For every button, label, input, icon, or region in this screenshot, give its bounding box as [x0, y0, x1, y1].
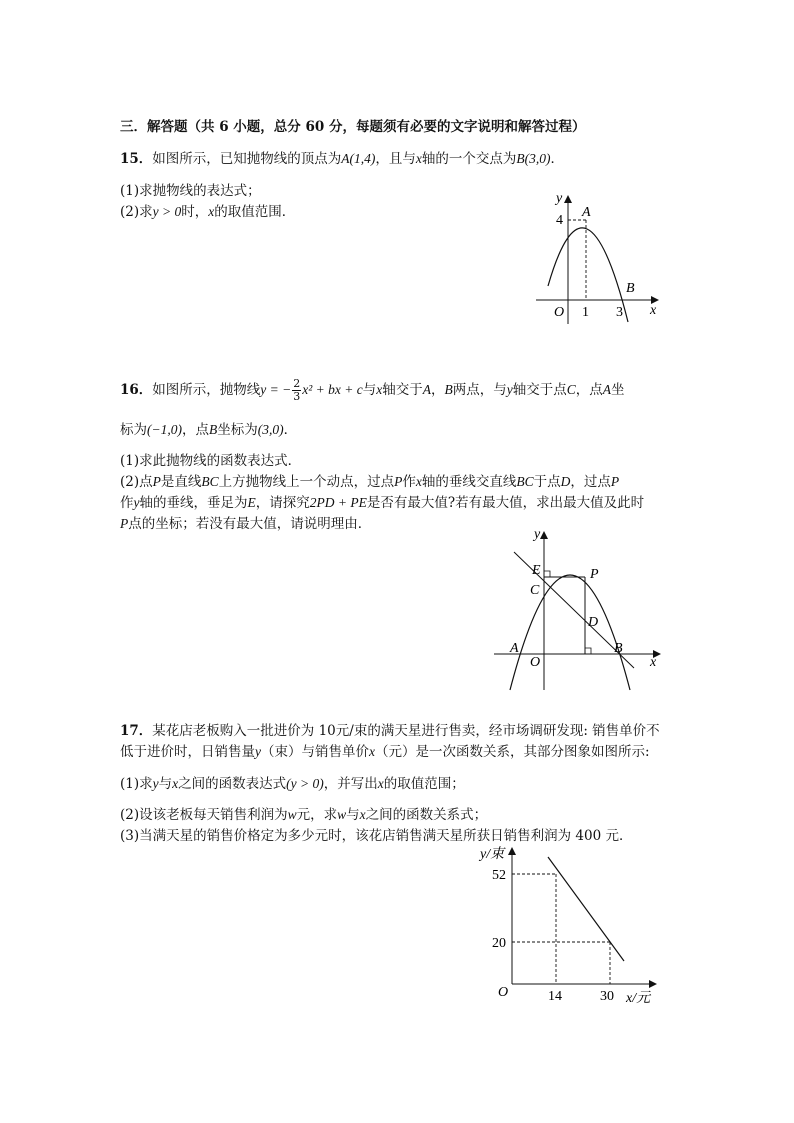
fig15-tick-4: 4 [556, 213, 563, 228]
fig16-point-b-label: B [614, 641, 623, 656]
parabola-curve [510, 575, 630, 690]
fraction-two-thirds: $\frac{2}{3}$ [293, 377, 301, 403]
fig15-tick-1: 1 [582, 305, 589, 320]
fig17-y-label: y/束 [480, 847, 505, 862]
q15-part2: (2)求y > 0时，x的取值范围． [120, 204, 296, 220]
fig16-point-p-label: P [590, 567, 599, 582]
q16-part1: (1)求此抛物线的函数表达式． [120, 453, 302, 469]
q17-number: 17． [120, 723, 153, 739]
fig16-point-e-label: E [532, 563, 541, 578]
q16-part2-line3: P点的坐标；若没有最大值，请说明理由． [120, 516, 372, 532]
right-angle-mark-e [544, 571, 550, 577]
right-angle-mark-foot [585, 648, 591, 654]
fig17-x-label: x/元 [626, 991, 651, 1006]
q16-part2-line2: 作y轴的垂线，垂足为E，请探究2PD + PE是否有最大值?若有最大值，求出最大值及此时 [120, 495, 645, 511]
q15-part1: (1)求抛物线的表达式； [120, 183, 261, 199]
fig17-tick-20: 20 [492, 936, 506, 951]
q16-stem-line2: 标为(−1,0)，点B坐标为(3,0)． [120, 422, 298, 438]
fig17-tick-52: 52 [492, 868, 506, 883]
fig16-point-c-label: C [530, 583, 540, 598]
q15-number: 15． [120, 151, 153, 167]
q15-stem: 15．如图所示，已知抛物线的顶点为A(1,4)，且与x轴的一个交点为B(3,0)． [120, 151, 565, 167]
fig16-x-label: x [650, 655, 657, 670]
q16-part2-line1: (2)点P是直线BC上方抛物线上一个动点，过点P作x轴的垂线交直线BC于点D，过点P [120, 474, 620, 490]
fig17-origin-label: O [498, 985, 509, 1000]
q17-part2: (2)设该老板每天销售利润为w元，求w与x之间的函数关系式； [120, 807, 488, 823]
sales-line [548, 857, 624, 961]
fig16-point-a-label: A [510, 641, 519, 656]
fig16-origin-label: O [530, 655, 541, 670]
q17-stem-line1: 17．某花店老板购入一批进价为 10元/束的满天星进行售卖，经市场调研发现: 销售单价不 [120, 723, 660, 739]
fig15-point-b-label: B [626, 281, 635, 296]
q17-part3: (3)当满天星的销售价格定为多少元时，该花店销售满天星所获日销售利润为 400 元． [120, 828, 633, 844]
q16-stem-line1: 16．如图所示，抛物线y = − $\frac{2}{3}$ x² + bx + c与x轴交于A，B两点，与y轴交于点C，点A坐 [120, 377, 625, 403]
fig15-point-a-label: A [582, 205, 591, 220]
q17-linear-figure [472, 842, 672, 1010]
fig17-tick-30: 30 [600, 989, 614, 1004]
q16-parabola-figure [488, 526, 668, 696]
fig15-origin-label: O [554, 305, 565, 320]
fig15-x-label: x [650, 303, 657, 318]
section-title: 三．解答题（共 6 小题，总分 60 分，每题须有必要的文字说明和解答过程） [120, 119, 586, 135]
q17-stem-line2: 低于进价时，日销售量y（束）与销售单价x（元）是一次函数关系，其部分图象如图所示: [120, 744, 650, 760]
fig15-tick-3: 3 [616, 305, 623, 320]
fig17-tick-14: 14 [548, 989, 562, 1004]
fig16-point-d-label: D [588, 615, 599, 630]
q15-parabola-figure [530, 188, 670, 328]
fig16-y-label: y [534, 527, 541, 542]
q17-part1: (1)求y与x之间的函数表达式(y > 0)，并写出x的取值范围； [120, 776, 465, 792]
fig15-y-label: y [556, 191, 563, 206]
q16-number: 16． [120, 382, 153, 398]
